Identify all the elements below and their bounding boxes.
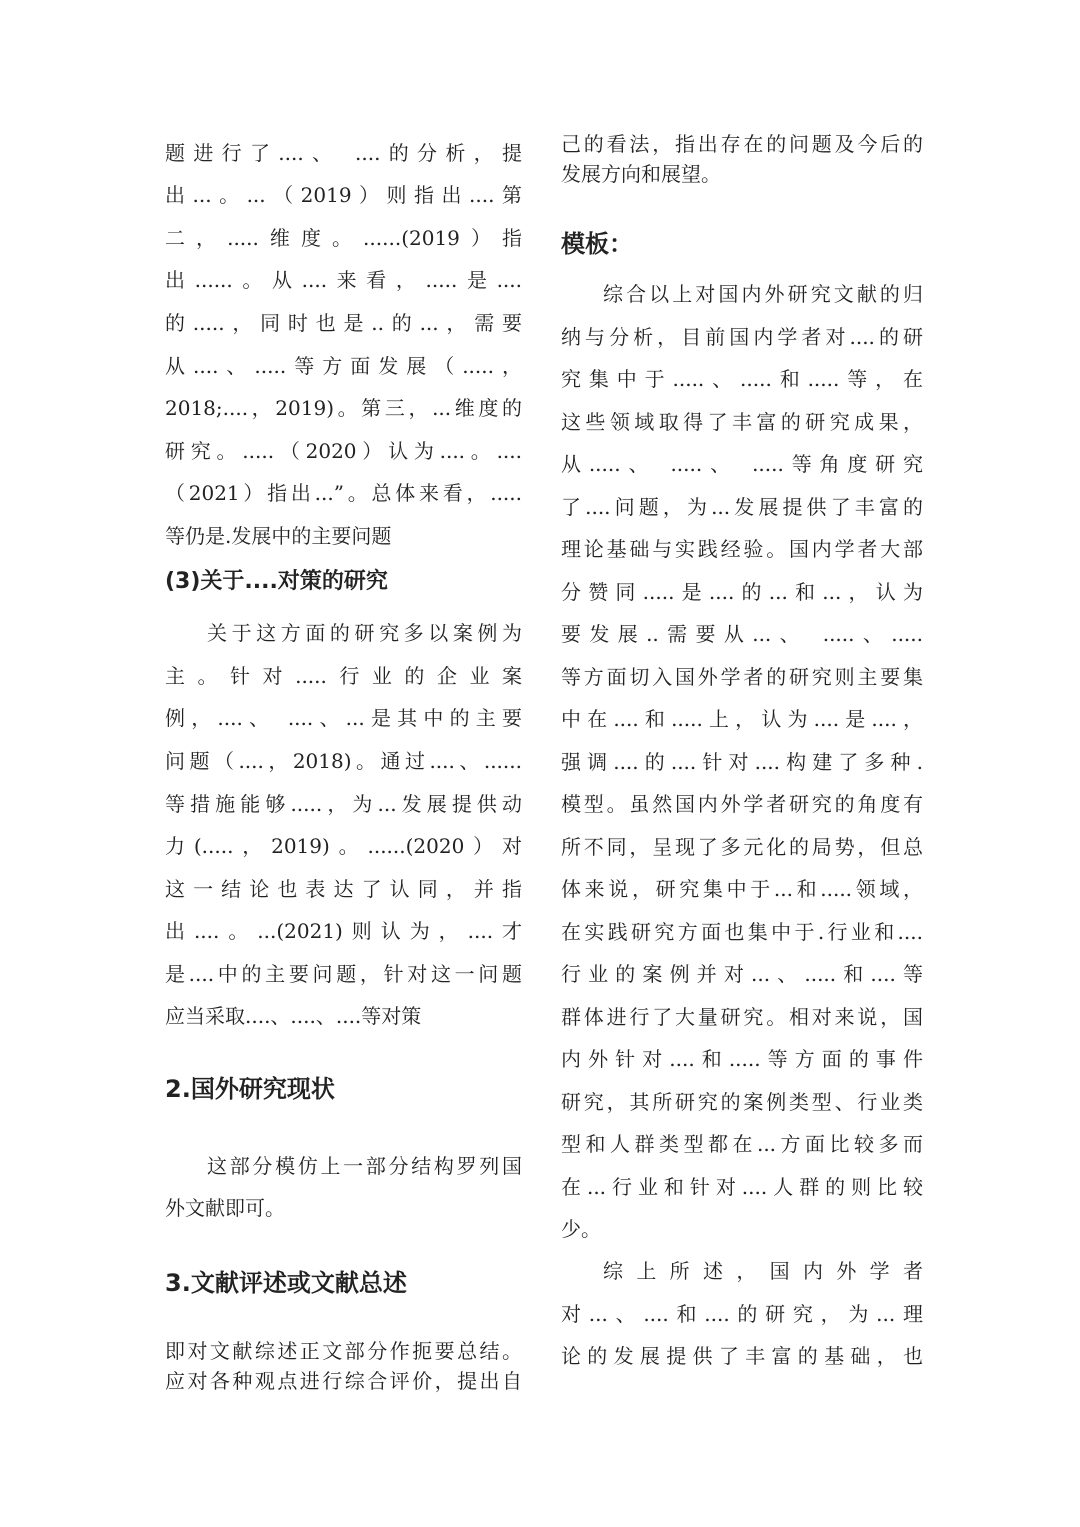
- text-line: 2018;....，2019)。第三，...维度的: [165, 396, 522, 420]
- text-line: 了....问题，为...发展提供了丰富的: [561, 495, 923, 519]
- text-line: 纳与分析，目前国内学者对....的研: [561, 325, 923, 349]
- text-line: 发展方向和展望。: [561, 162, 721, 186]
- text-line: 外文献即可。: [165, 1196, 285, 1220]
- text-line: 理论基础与实践经验。国内学者大部: [561, 537, 923, 561]
- text-line: 研究，其所研究的案例类型、行业类: [561, 1090, 923, 1114]
- text-line: 这部分模仿上一部分结构罗列国: [207, 1154, 522, 1178]
- text-line: 从.....、 .....、 .....等角度研究: [561, 452, 923, 476]
- text-line: 这一结论也表达了认同，并指: [165, 877, 522, 901]
- text-line: 研究。.....（2020）认为....。....: [165, 439, 522, 463]
- text-line: 究集中于.....、.....和.....等，在: [561, 367, 923, 391]
- text-line: 主。针对.....行业的企业案: [165, 664, 522, 688]
- text-line: 即对文献综述正文部分作扼要总结。: [165, 1339, 522, 1363]
- text-line: 出....。...(2021)则认为，....才: [165, 919, 522, 943]
- text-line: 出......。从....来看，.....是....: [165, 268, 522, 292]
- template-heading: 模板：: [561, 230, 633, 258]
- text-line: 等仍是.发展中的主要问题: [165, 524, 392, 548]
- text-line: 强调....的....针对....构建了多种.: [561, 750, 923, 774]
- text-line: 是....中的主要问题，针对这一问题: [165, 962, 522, 986]
- heading-literature-review: 3.文献评述或文献总述: [165, 1269, 407, 1297]
- text-line: 型和人群类型都在...方面比较多而: [561, 1132, 923, 1156]
- text-line: 问题（....，2018)。通过....、......: [165, 749, 522, 773]
- text-line: 等方面切入国外学者的研究则主要集: [561, 665, 923, 689]
- text-line: 分赞同.....是....的...和...，认为: [561, 580, 923, 604]
- section-heading: (3)关于....对策的研究: [165, 569, 388, 594]
- text-line: （2021）指出...”。总体来看，.....: [165, 481, 522, 505]
- text-line: 少。: [561, 1217, 601, 1241]
- text-line: 关于这方面的研究多以案例为: [207, 621, 522, 645]
- text-line: 的.....，同时也是..的...，需要: [165, 311, 522, 335]
- text-line: 二，.....维度。......(2019）指: [165, 226, 522, 250]
- text-line: 体来说，研究集中于...和.....领域，: [561, 877, 923, 901]
- text-line: 应当采取....、....、....等对策: [165, 1004, 422, 1028]
- text-line: 群体进行了大量研究。相对来说，国: [561, 1005, 923, 1029]
- text-line: 例，....、 ....、...是其中的主要: [165, 706, 522, 730]
- text-line: 己的看法，指出存在的问题及今后的: [561, 132, 923, 156]
- text-line: 力(.....，2019)。......(2020）对: [165, 834, 522, 858]
- heading-foreign-research: 2.国外研究现状: [165, 1075, 335, 1103]
- text-line: 对...、....和....的研究，为...理: [561, 1302, 923, 1326]
- text-line: 内外针对....和.....等方面的事件: [561, 1047, 923, 1071]
- text-line: 模型。虽然国内外学者研究的角度有: [561, 792, 923, 816]
- text-line: 应对各种观点进行综合评价，提出自: [165, 1369, 522, 1393]
- text-line: 这些领域取得了丰富的研究成果，: [561, 410, 923, 434]
- text-line: 在...行业和针对....人群的则比较: [561, 1175, 923, 1199]
- text-line: 题进行了....、 ....的分析，提: [165, 141, 522, 165]
- text-line: 论的发展提供了丰富的基础，也: [561, 1344, 923, 1368]
- text-line: 在实践研究方面也集中于.行业和....: [561, 920, 923, 944]
- text-line: 从....、.....等方面发展（.....，: [165, 354, 522, 378]
- text-line: 出...。...（2019）则指出....第: [165, 183, 522, 207]
- text-line: 综上所述，国内外学者: [603, 1259, 923, 1283]
- text-line: 要发展..需要从...、 .....、.....: [561, 622, 923, 646]
- text-line: 综合以上对国内外研究文献的归: [603, 282, 923, 306]
- text-line: 中在....和.....上，认为....是....，: [561, 707, 923, 731]
- text-line: 行业的案例并对...、.....和....等: [561, 962, 923, 986]
- text-line: 所不同，呈现了多元化的局势，但总: [561, 835, 923, 859]
- text-line: 等措施能够.....，为...发展提供动: [165, 792, 522, 816]
